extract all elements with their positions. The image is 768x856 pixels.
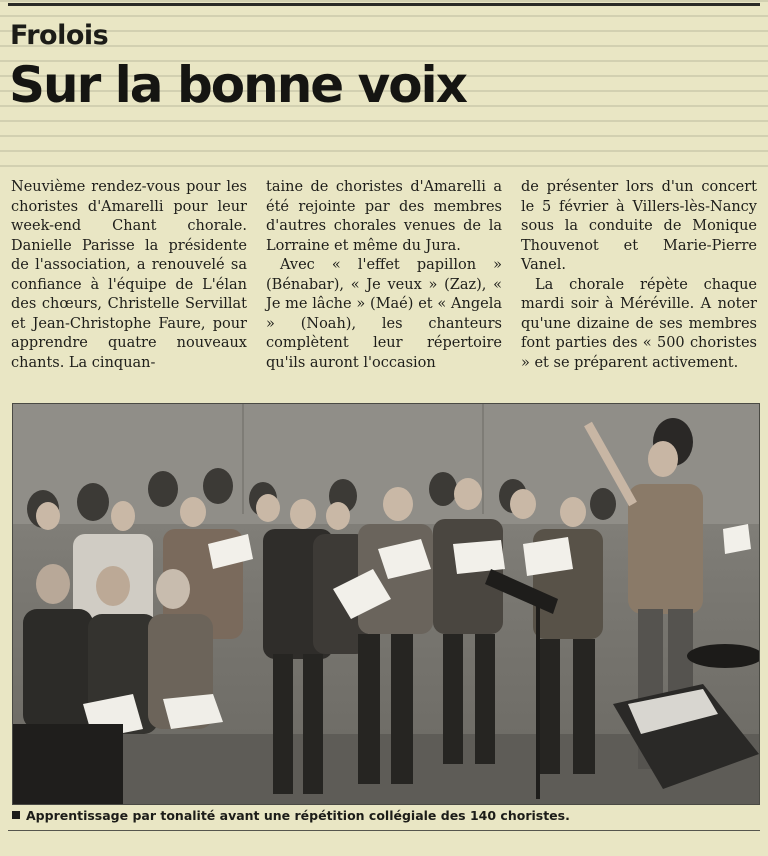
article-column-3 [521, 178, 757, 373]
caption-bullet-icon [12, 811, 20, 819]
column-3-paragraph-1: de présenter lors d'un concert le 5 février à Villers-lès-Nancy sous la conduite de Monique Thouvenot et Marie-Pierre Vanel. [521, 179, 757, 273]
choir-photo [12, 403, 760, 805]
column-2-paragraph-1: taine de choristes d'Amarelli a été rejointe par des membres d'autres chorales venues de la Lorraine et même du Jura. [266, 179, 502, 254]
photo-caption [12, 808, 570, 823]
article-column-2 [266, 178, 502, 373]
column-1-paragraph: Neuvième rendez-vous pour les choristes d'Amarelli pour leur week-end Chant chorale. Danielle Parisse la présidente de l'association, a renouvelé sa confiance à l'équipe de L'élan des chœurs, Christelle Servillat et Jean-Christophe Faure, pour apprendre quatre nouveaux chants. La cinquan- [11, 179, 247, 371]
column-2-paragraph-2: Avec « l'effet papillon » (Bénabar), « Je veux » (Zaz), « Je me lâche » (Maé) et « Angela » (Noah), les chanteurs complètent leur répertoire qu'ils auront l'occasion [266, 257, 502, 371]
column-3-paragraph-2: La chorale répète chaque mardi soir à Méréville. A noter qu'une dizaine de ses membres font parties des « 500 choristes » et se préparent activement. [521, 276, 757, 371]
top-rule [8, 3, 760, 6]
caption-text: Apprentissage par tonalité avant une répétition collégiale des 140 choristes. [26, 808, 570, 823]
choir-photo-illustration [13, 404, 759, 804]
article-kicker: Frolois [10, 20, 109, 51]
bottom-rule [8, 830, 760, 831]
article-headline: Sur la bonne voix [9, 56, 466, 114]
article-column-1 [11, 178, 247, 373]
